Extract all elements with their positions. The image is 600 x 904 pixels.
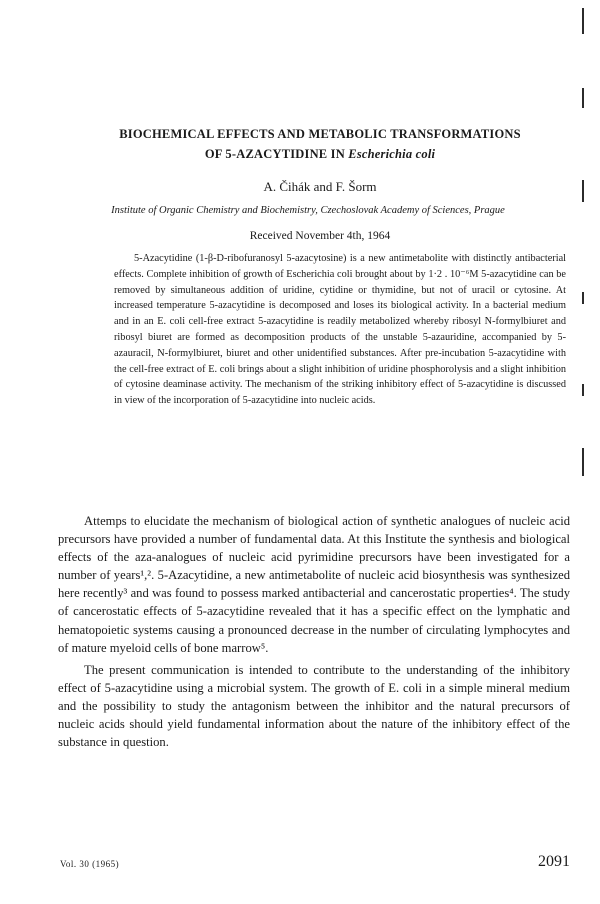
abstract-text: 5-Azacytidine (1-β-D-ribofuranosyl 5-azacytosine) is a new antimetabolite with distinctly antibacterial effects. Complete inhibition of growth of Escherichia coli brought about by 1·2 . 10⁻⁶M 5-azacytidine can be removed by simultaneous addition of uridine, cytidine or thymidine, but not of uracil or cytosine. At increased temperature 5-azacytidine is decomposed and loses its biological activity. In a bacterial medium and in an E. coli cell-free extract 5-azacytidine is readily metabolized whereby ribosyl N-formylbiuret and ribosyl biuret are formed as decomposition products of the unstable 5-azauridine, accompanied by 5-azauracil, N-formylbiuret, biuret and other unidentified substances. After pre-incubation 5-azacytidine with the cell-free extract of E. coli brings about a slight inhibition of uridine phosphorolysis and a slight inhibition of cytosine deaminase activity. The mechanism of the striking inhibitory effect of 5-azacytidine is discussed in view of the incorporation of 5-azacytidine into nucleic acids. [114, 253, 566, 407]
received-date: Received November 4th, 1964 [249, 230, 391, 242]
margin-mark [582, 88, 584, 108]
title-line-2 [70, 144, 570, 164]
affiliation: Institute of Organic Chemistry and Biochemistry, Czechoslovak Academy of Sciences, Prague [111, 205, 505, 216]
margin-mark [582, 292, 584, 304]
title-species: Escherichia coli [348, 147, 436, 161]
title-line-1: BIOCHEMICAL EFFECTS AND METABOLIC TRANSFORMATIONS [119, 127, 521, 141]
margin-mark [582, 8, 584, 34]
margin-mark [582, 180, 584, 202]
body-paragraph-2: The present communication is intended to contribute to the understanding of the inhibitory effect of 5-azacytidine using a microbial system. The growth of E. coli in a simple mineral medium and the possibility to study the antagonism between the inhibitor and the natural precursors of nucleic acids should yield fundamental information about the nature of the inhibitory effect of the substance in question. [58, 662, 570, 750]
volume-info: Vol. 30 (1965) [60, 859, 120, 869]
page-number: 2091 [538, 853, 570, 870]
abstract [114, 251, 566, 409]
authors: A. Čihák and F. Šorm [263, 179, 377, 194]
article-title [70, 124, 570, 164]
margin-mark [582, 384, 584, 396]
body-paragraph-1: Attemps to elucidate the mechanism of biological action of synthetic analogues of nucleic acid precursors have provided a number of fundamental data. At this Institute the synthesis and biological effects of the aza-analogues of nucleic acid pyrimidine precursors have been investigated for a number of years¹,². 5-Azacytidine, a new antimetabolite of nucleic acid biosynthesis was synthesized here recently³ and was found to possess marked antibacterial and cancerostatic properties⁴. The study of cancerostatic effects of 5-azacytidine revealed that it has a specific effect on the lymphatic and hematopoietic systems causing a pronounced decrease in the number of circulating lymphocytes and of mature myeloid cells of bone marrow⁵. [58, 514, 570, 655]
body-text [58, 512, 570, 755]
title-line-2-prefix: OF 5-AZACYTIDINE IN [204, 147, 349, 161]
margin-mark [582, 448, 584, 476]
